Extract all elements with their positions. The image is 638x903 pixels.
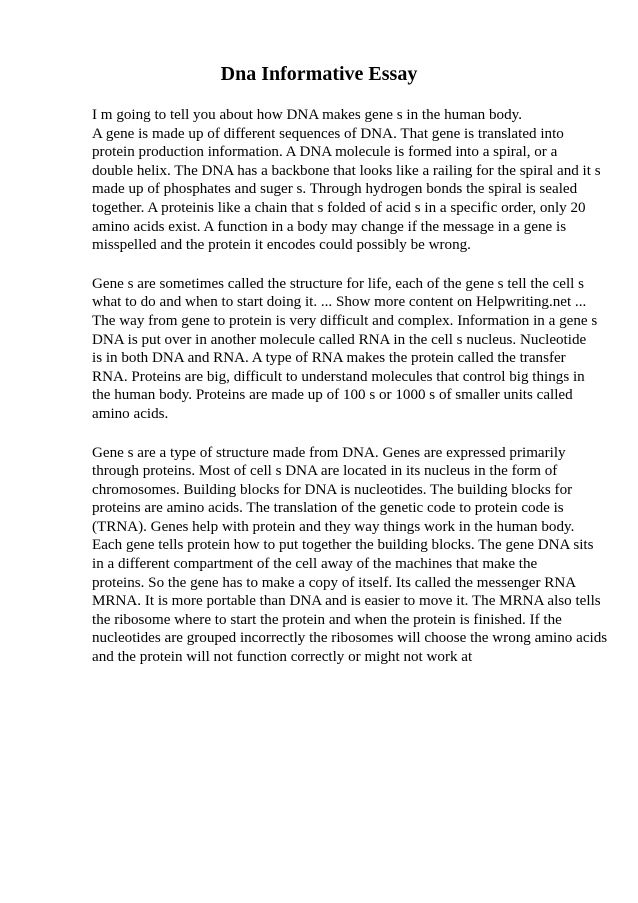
paragraph-1 <box>92 106 601 255</box>
text-line: made up of phosphates and suger s. Through hydrogen bonds the spiral is sealed <box>92 181 578 198</box>
text-line: amino acids. <box>92 405 169 422</box>
text-line: I m going to tell you about how DNA makes gene s in the human body. <box>92 107 522 123</box>
text-line: (TRNA). Genes help with protein and they way things work in the human body. <box>92 518 575 535</box>
text-line: proteins are amino acids. The translation of the genetic code to protein code is <box>92 500 564 517</box>
text-line: and the protein will not function correctly or might not work at <box>92 649 473 666</box>
text-line: in a different compartment of the cell away of the machines that make the <box>92 556 538 573</box>
text-line: chromosomes. Building blocks for DNA is nucleotides. The building blocks for <box>92 481 573 498</box>
text-line: Each gene tells protein how to put together the building blocks. The gene DNA sits <box>92 537 594 554</box>
text-line: Gene s are a type of structure made from DNA. Genes are expressed primarily <box>92 444 566 461</box>
text-line: MRNA. It is more portable than DNA and is easier to move it. The MRNA also tells <box>92 593 601 610</box>
text-line: the ribosome where to start the protein and when the protein is finished. If the <box>92 611 562 628</box>
text-line: through proteins. Most of cell s DNA are located in its nucleus in the form of <box>92 463 558 480</box>
text-line: the human body. Proteins are made up of 100 s or 1000 s of smaller units called <box>92 387 573 404</box>
text-line: nucleotides are grouped incorrectly the ribosomes will choose the wrong amino acids <box>92 630 608 647</box>
text-line: DNA is put over in another molecule called RNA in the cell s nucleus. Nucleotide <box>92 331 587 348</box>
text-line: protein production information. A DNA molecule is formed into a spiral, or a <box>92 144 558 161</box>
text-line: Gene s are sometimes called the structure for life, each of the gene s tell the cell s <box>92 275 585 292</box>
text-line: proteins. So the gene has to make a copy of itself. Its called the messenger RNA <box>92 574 577 591</box>
text-line: what to do and when to start doing it. ... Show more content on Helpwriting.net ... <box>92 294 587 311</box>
document-title: Dna Informative Essay <box>220 63 418 85</box>
text-line: double helix. The DNA has a backbone that looks like a railing for the spiral and it s <box>92 162 601 179</box>
text-line: together. A proteinis like a chain that s folded of acid s in a specific order, only 20 <box>92 199 586 216</box>
text-line: is in both DNA and RNA. A type of RNA makes the protein called the transfer <box>92 350 566 367</box>
text-line: A gene is made up of different sequences of DNA. That gene is translated into <box>92 125 564 142</box>
text-line: The way from gene to protein is very difficult and complex. Information in a gene s <box>92 312 598 329</box>
paragraph-2 <box>92 275 598 424</box>
text-line: amino acids exist. A function in a body may change if the message in a gene is <box>92 218 567 235</box>
text-line: RNA. Proteins are big, difficult to understand molecules that control big things in <box>92 368 585 385</box>
paragraph-3 <box>92 444 608 667</box>
text-line: misspelled and the protein it encodes could possibly be wrong. <box>92 237 471 254</box>
